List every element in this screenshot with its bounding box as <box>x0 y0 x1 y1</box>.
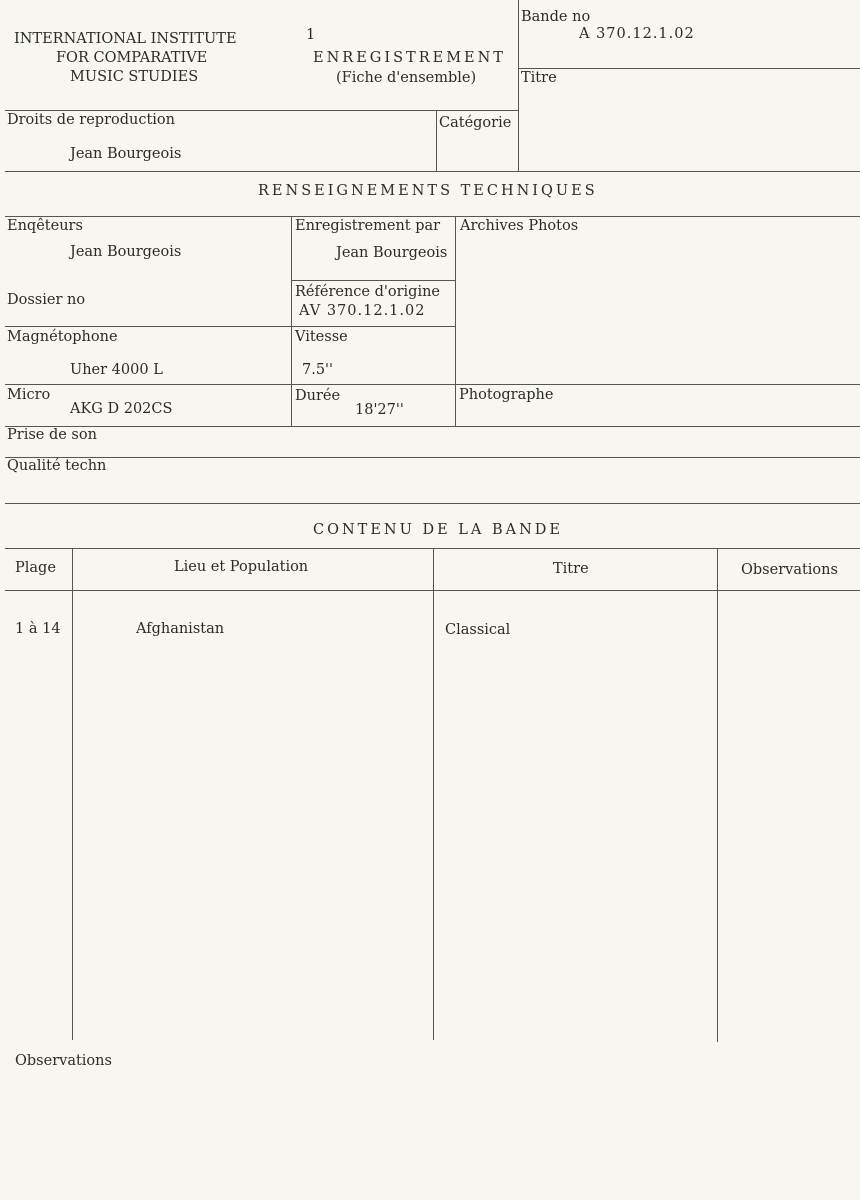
titre-label: Titre <box>521 70 557 86</box>
titre-top-rule <box>518 68 860 69</box>
tech-rule-dossier <box>5 326 455 327</box>
magnetophone-value: Uher 4000 L <box>70 362 163 378</box>
bande-label: Bande no <box>521 9 591 25</box>
dossier-label: Dossier no <box>7 292 86 308</box>
reference-label: Référence d'origine <box>295 284 441 300</box>
tech-rule-qualite <box>5 503 860 504</box>
observations-label: Observations <box>15 1053 112 1069</box>
form-title: ENREGISTREMENT <box>313 50 506 66</box>
header-divider-right <box>518 0 519 172</box>
row-plage: 1 à 14 <box>15 621 61 637</box>
institute-name-line1: INTERNATIONAL INSTITUTE <box>14 31 237 47</box>
tech-col-divider-2 <box>455 216 456 426</box>
column-header-plage: Plage <box>15 560 56 576</box>
prise-de-son-label: Prise de son <box>7 427 97 443</box>
duree-value: 18'27'' <box>355 402 404 418</box>
magnetophone-label: Magnétophone <box>7 329 118 345</box>
bande-value: A 370.12.1.02 <box>579 26 695 42</box>
reference-value: AV 370.12.1.02 <box>299 303 426 319</box>
droits-label: Droits de reproduction <box>7 112 176 128</box>
categorie-divider <box>436 110 437 172</box>
archives-label: Archives Photos <box>460 218 579 234</box>
row-titre: Classical <box>445 622 511 638</box>
tech-rule-magnetophone <box>5 384 860 385</box>
row-lieu: Afghanistan <box>136 621 225 637</box>
enregistrement-label: Enregistrement par <box>295 218 441 234</box>
contents-section-title: CONTENU DE LA BANDE <box>313 522 563 538</box>
tech-rule-enregistrement <box>291 280 455 281</box>
qualite-techn-label: Qualité techn <box>7 458 107 474</box>
photographe-label: Photographe <box>459 387 554 403</box>
form-subtitle: (Fiche d'ensemble) <box>336 70 477 86</box>
header-bottom-rule <box>5 110 518 111</box>
micro-value: AKG D 202CS <box>70 401 173 417</box>
vitesse-value: 7.5'' <box>302 362 334 378</box>
header-section-end <box>5 171 860 172</box>
duree-label: Durée <box>295 388 341 404</box>
categorie-label: Catégorie <box>439 115 512 131</box>
institute-name-line2: FOR COMPARATIVE <box>56 50 208 66</box>
column-header-lieu: Lieu et Population <box>174 559 309 575</box>
contents-col-divider-2 <box>433 548 434 1040</box>
technical-section-title: RENSEIGNEMENTS TECHNIQUES <box>258 183 598 199</box>
enqueteurs-label: Enqêteurs <box>7 218 83 234</box>
contents-col-divider-1 <box>72 548 73 1040</box>
column-header-titre: Titre <box>553 561 589 577</box>
enqueteurs-value: Jean Bourgeois <box>70 244 182 260</box>
tech-rule-prise <box>5 457 860 458</box>
tech-rule-micro <box>5 426 860 427</box>
droits-value: Jean Bourgeois <box>70 146 182 162</box>
tech-col-divider-1 <box>291 216 292 426</box>
vitesse-label: Vitesse <box>295 329 348 345</box>
micro-label: Micro <box>7 387 51 403</box>
institute-name-line3: MUSIC STUDIES <box>70 69 199 85</box>
contents-col-divider-3 <box>717 548 718 1042</box>
enregistrement-value: Jean Bourgeois <box>336 245 448 261</box>
page-number: 1 <box>306 27 316 43</box>
column-header-observations: Observations <box>741 562 838 578</box>
technical-top-rule <box>5 216 860 217</box>
